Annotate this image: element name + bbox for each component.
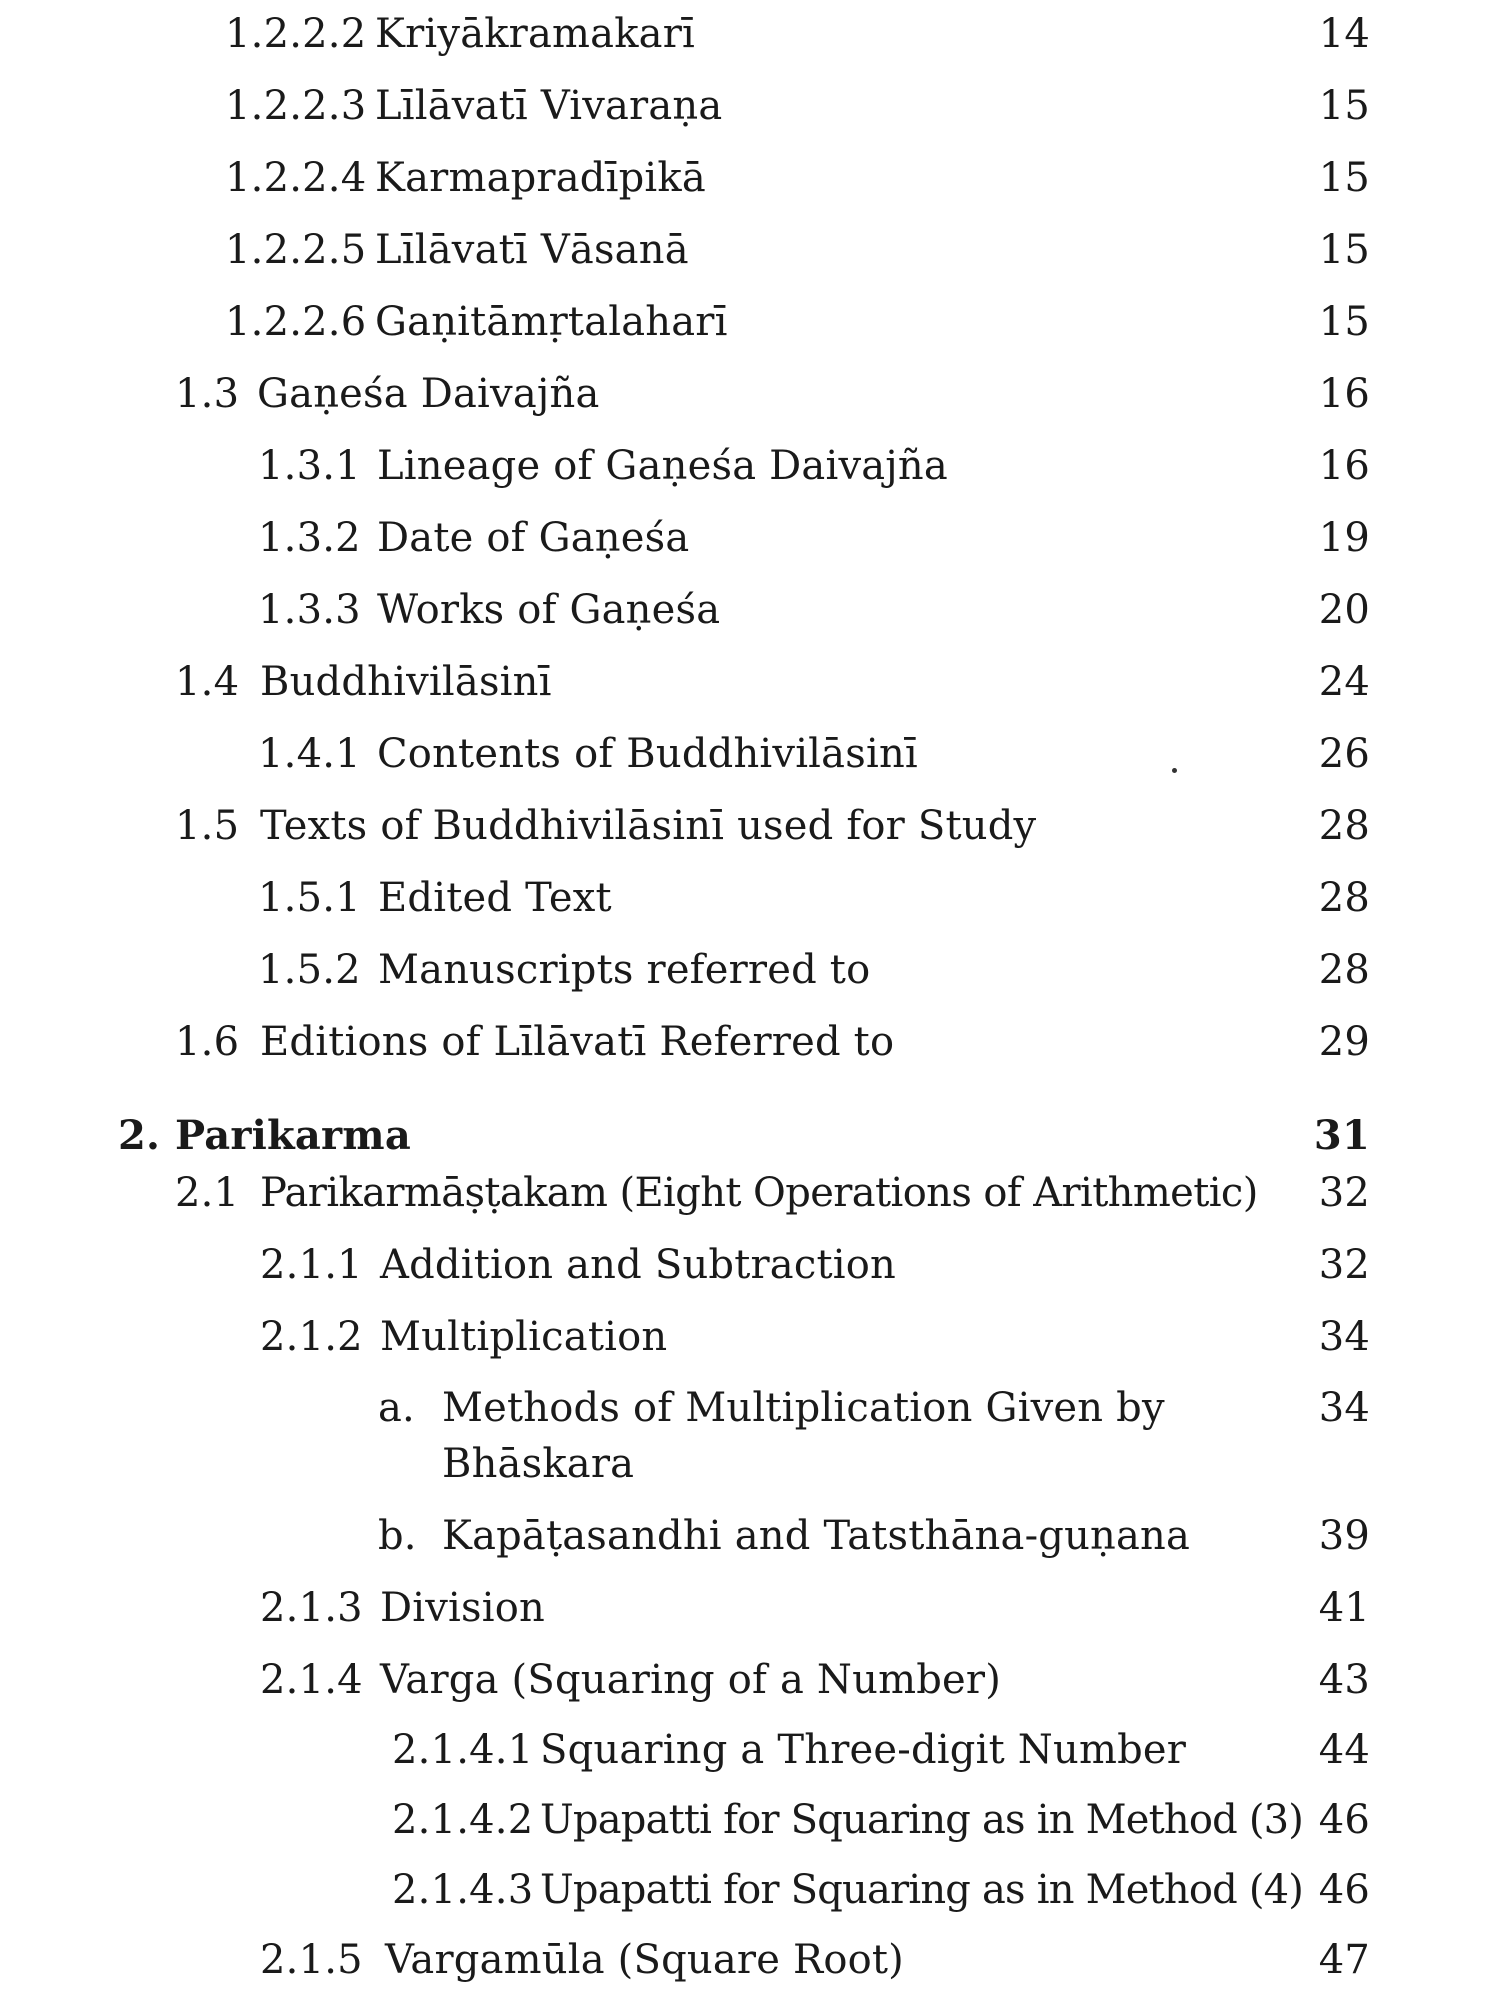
entry-title: Methods of Multiplication Given by Bhāskara [442,1385,1165,1487]
entry-title: Kriyākramakarī [375,11,696,57]
entry-number: 1.5 [175,803,240,849]
entry-title: Date of Gaṇeśa [377,515,690,561]
entry-title: Lineage of Gaṇeśa Daivajña [377,443,948,489]
entry-page: 34 [1318,1385,1370,1431]
entry-number: 1.2.2.5 [225,227,367,273]
chapter-number: 2. [118,1112,161,1159]
entry-number: 1.4.1 [258,731,361,777]
entry-number: 1.3.1 [258,443,361,489]
entry-number: 2.1.4.3 [392,1867,534,1913]
entry-title: Līlāvatī Vivaraṇa [375,83,723,129]
entry-number: 1.6 [175,1019,240,1065]
entry-number: 1.4 [175,659,240,705]
entry-number: 2.1.4.2 [392,1797,534,1843]
entry-page: 46 [1318,1797,1370,1843]
entry-title: Works of Gaṇeśa [377,587,721,633]
entry-number: 1.2.2.2 [225,11,367,57]
entry-number: 1.2.2.4 [225,155,367,201]
entry-title: Līlāvatī Vāsanā [375,227,689,273]
entry-title: Manuscripts referred to [378,947,871,993]
entry-title: Multiplication [380,1314,668,1360]
entry-page: 32 [1318,1170,1370,1216]
entry-title: Varga (Squaring of a Number) [380,1657,1002,1703]
entry-number: 1.5.1 [258,875,361,921]
entry-page: 24 [1318,659,1370,705]
entry-title: Parikarmāṣṭakam (Eight Operations of Arithmetic) [260,1170,1258,1216]
entry-number: 2.1 [175,1170,240,1216]
entry-title: Gaṇeśa Daivajña [257,371,600,417]
entry-number: 1.3 [175,371,240,417]
entry-page: 46 [1318,1867,1370,1913]
entry-page: 29 [1318,1019,1370,1065]
entry-page: 15 [1318,155,1370,201]
entry-title: Gaṇitāmṛtalaharī [375,299,728,345]
entry-page: 28 [1318,803,1370,849]
entry-page: 15 [1318,227,1370,273]
entry-title: Squaring a Three-digit Number [540,1727,1187,1773]
entry-page: 44 [1318,1727,1370,1773]
entry-number: 1.5.2 [258,947,361,993]
entry-page: 28 [1318,875,1370,921]
entry-title: Karmapradīpikā [375,155,706,201]
entry-number: 2.1.2 [260,1314,363,1360]
entry-title: Vargamūla (Square Root) [385,1937,904,1983]
entry-number: b. [378,1513,417,1559]
entry-number: 1.2.2.6 [225,299,367,345]
entry-number: 2.1.5 [260,1937,363,1983]
entry-page: 47 [1318,1937,1370,1983]
entry-page: 34 [1318,1314,1370,1360]
chapter-page: 31 [1313,1112,1370,1159]
entry-page: 20 [1318,587,1370,633]
entry-title: Kapāṭasandhi and Tatsthāna-guṇana [442,1513,1191,1559]
entry-page: 39 [1318,1513,1370,1559]
entry-title: Texts of Buddhivilāsinī used for Study [260,803,1037,849]
entry-page: 15 [1318,299,1370,345]
entry-number: 2.1.1 [260,1242,363,1288]
entry-page: 43 [1318,1657,1370,1703]
entry-number: 2.1.4.1 [392,1727,534,1773]
entry-number: 1.3.3 [258,587,361,633]
entry-title: Buddhivilāsinī [260,659,552,705]
entry-title: Division [380,1585,546,1631]
entry-page: 26 [1318,731,1370,777]
entry-title: Contents of Buddhivilāsinī [377,731,918,777]
entry-number: 1.2.2.3 [225,83,367,129]
entry-title: Upapatti for Squaring as in Method (3) [540,1797,1304,1843]
entry-page: 41 [1318,1585,1370,1631]
chapter-title: Parikarma [175,1112,411,1159]
entry-title: Addition and Subtraction [380,1242,896,1288]
entry-page: 19 [1318,515,1370,561]
entry-title: Upapatti for Squaring as in Method (4) [540,1867,1304,1913]
entry-title: Editions of Līlāvatī Referred to [260,1019,895,1065]
entry-title: Edited Text [378,875,612,921]
entry-page: 16 [1318,443,1370,489]
entry-page: 14 [1318,11,1370,57]
entry-page: 15 [1318,83,1370,129]
entry-number: 2.1.3 [260,1585,363,1631]
entry-number: a. [378,1385,415,1431]
entry-number: 2.1.4 [260,1657,363,1703]
entry-page: 16 [1318,371,1370,417]
entry-page: 32 [1318,1242,1370,1288]
entry-page: 28 [1318,947,1370,993]
entry-number: 1.3.2 [258,515,361,561]
scan-speck [1172,768,1177,773]
